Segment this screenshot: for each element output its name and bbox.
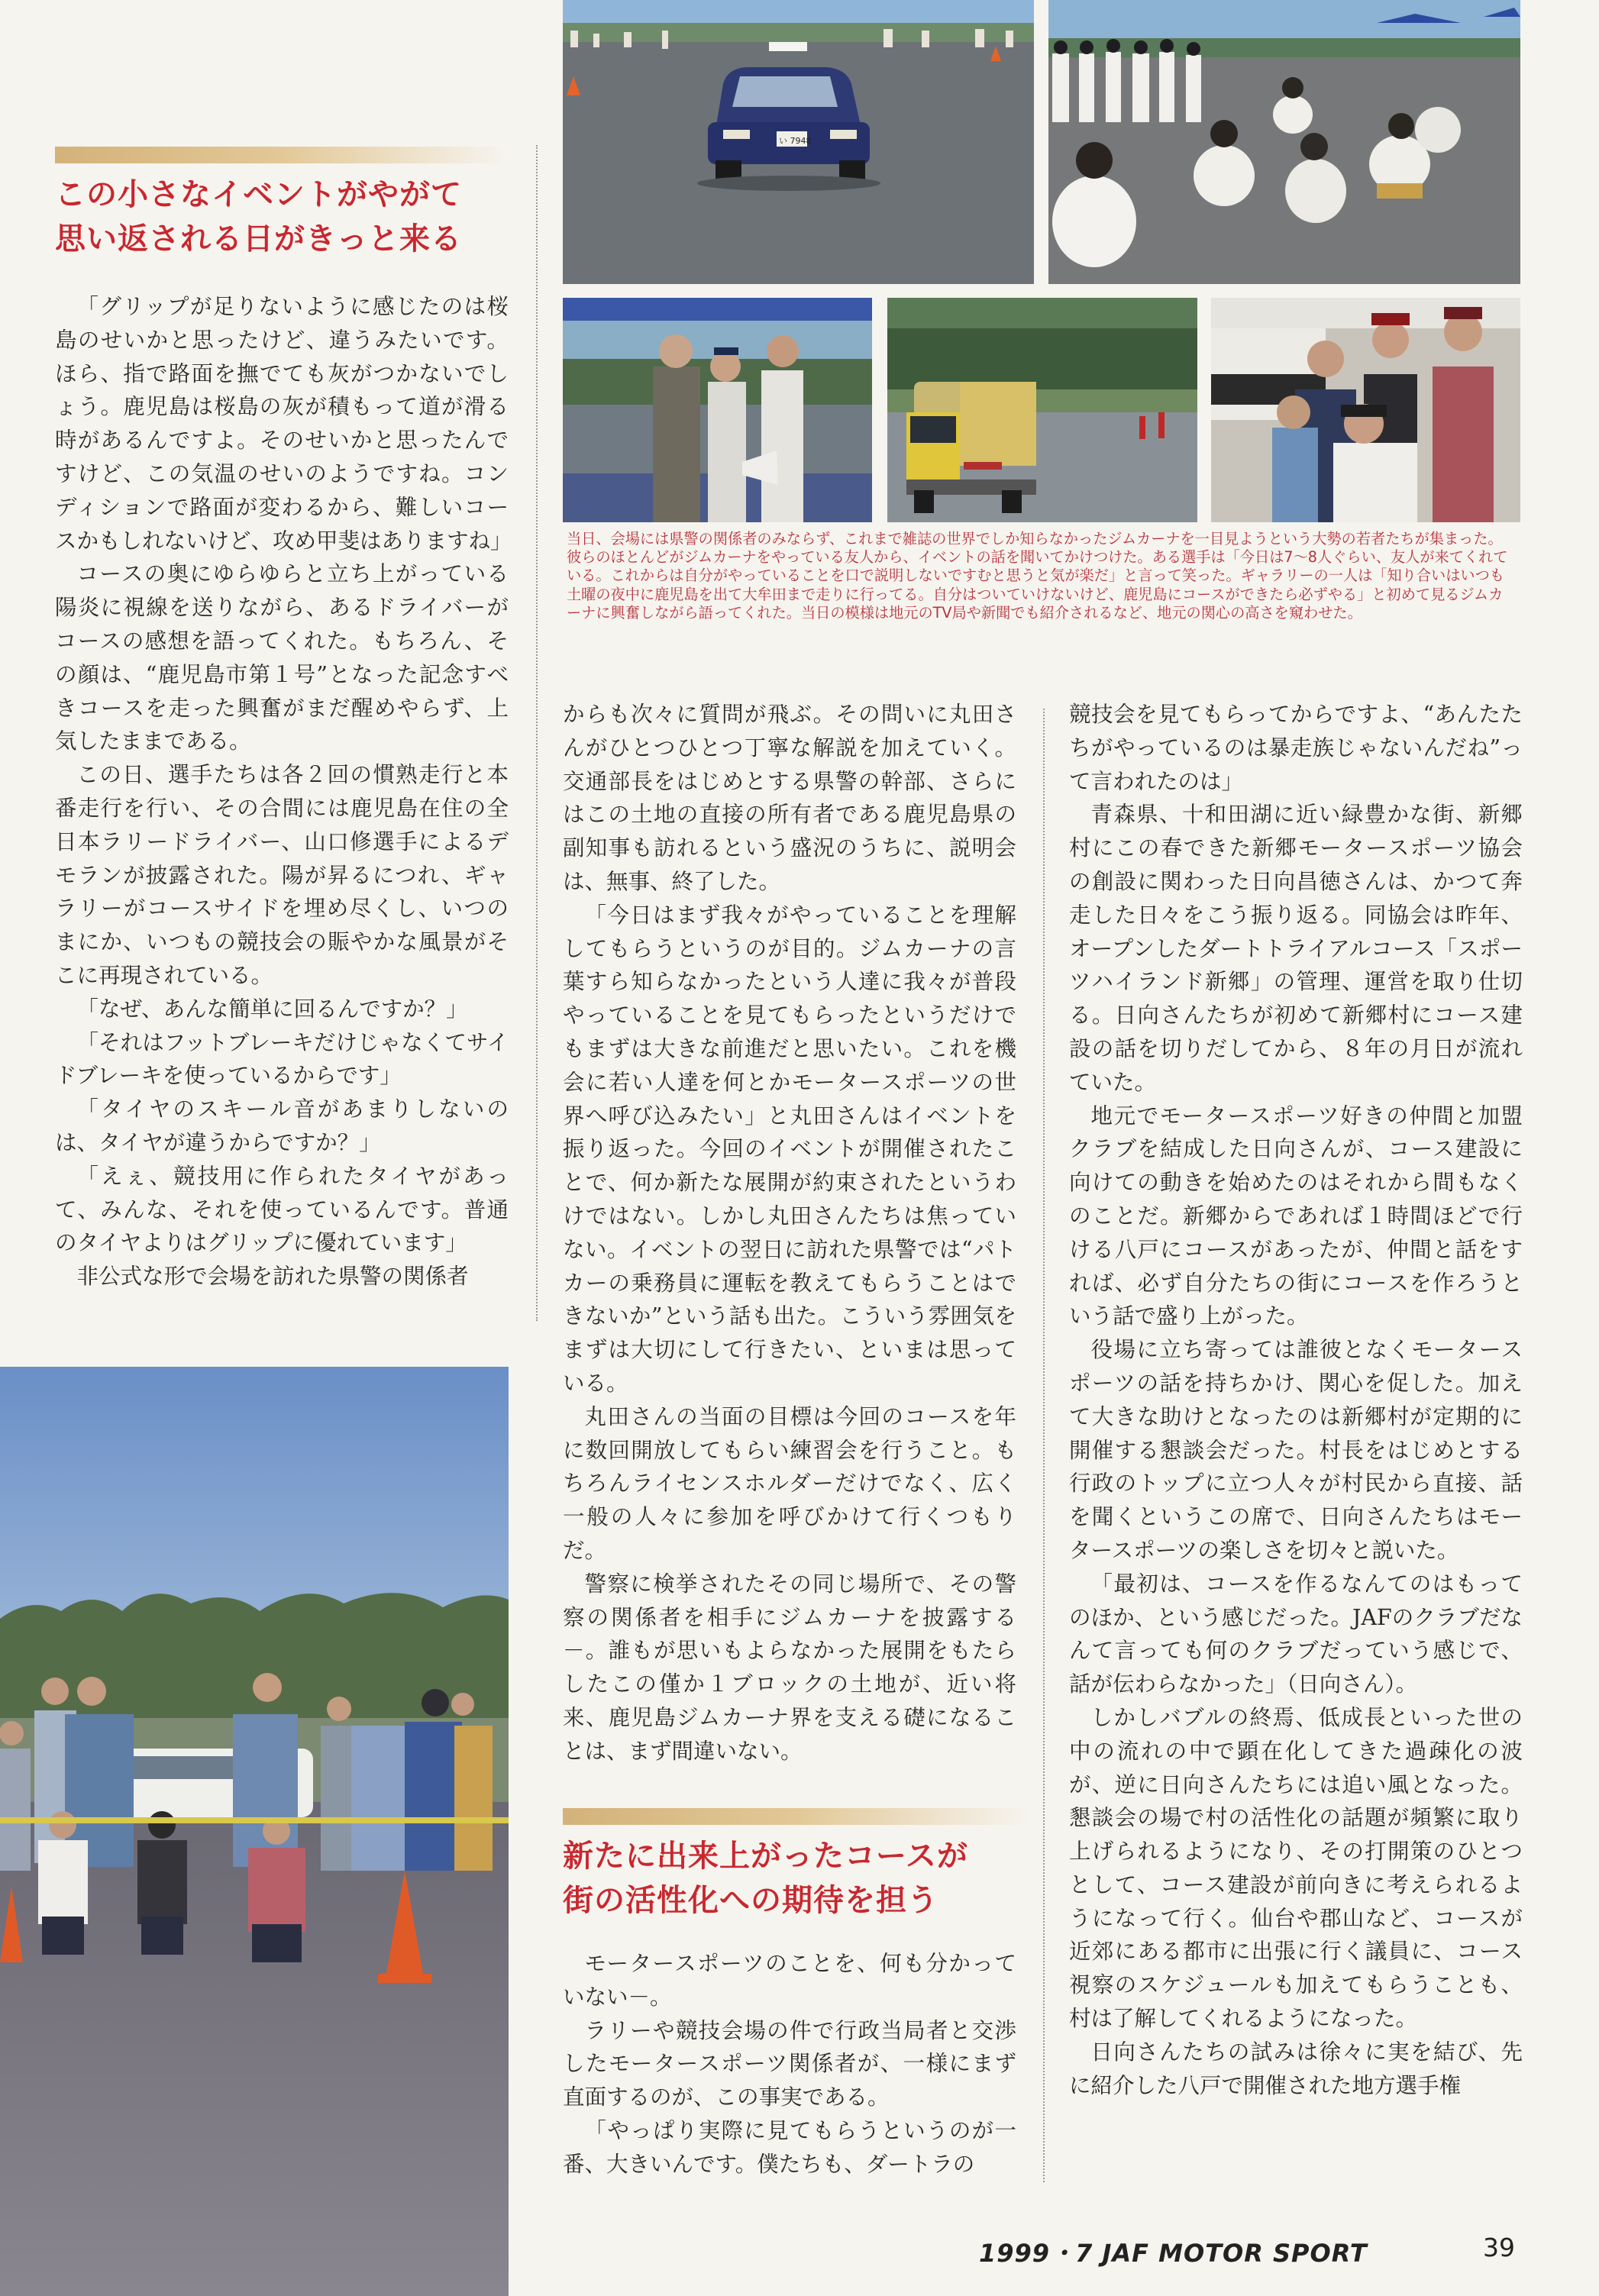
heading2-bar <box>563 1808 1029 1825</box>
col1-paragraph: 非公式な形で会場を訪れた県警の関係者 <box>76 1264 469 1290</box>
col3-paragraph: 役場に立ち寄っては誰彼となくモータースポーツの話を持ちかけ、関心を促した。加えて大きな助けとなったのは新郷村が定期的に開催する懇談会だった。村長をはじめとする行政のトップに立つ人々が村民から直接、話を聞くというこの席で、日向さんたちはモータースポーツの楽しさを切々と説いた。 <box>1069 1337 1523 1563</box>
photo-water-truck <box>887 298 1197 522</box>
column-divider-right <box>1043 709 1045 2182</box>
col3-paragraph: しかしバブルの終焉、低成長といった世の中の流れの中で顕在化してきた過疎化の波が、逆に日向さんたちには追い風となった。懇談会の場で村の活性化の話題が頻繁に取り上げられるようになり、その打開策のひとつとして、コース建設が前向きに考えられるようになって行く。仙台や郡山など、コースが近郊にある都市に出張に行く議員に、コース視察のスケジュールも加えてもらうことも、村は了解してくれるようになった。 <box>1069 1704 1523 2032</box>
col2-paragraph: 丸田さんの当面の目標は今回のコースを年に数回開放してもらい練習会を行うこと。もちろんライセンスホルダーだけでなく、広く一般の人々に参加を呼びかけて行くつもりだ。 <box>563 1403 1016 1563</box>
heading1-bar <box>55 147 506 163</box>
col3-paragraph: 青森県、十和田湖に近い緑豊かな街、新郷村にこの春できた新郷モータースポーツ協会の創設に関わった日向昌徳さんは、かつて奔走した日々をこう振り返る。同協会は昨年、オープンしたダートトライアルコース「スポーツハイランド新郷」の管理、運営を取り仕切る。日向さんたちが初めて新郷村にコース建設の話を切りだしてから、８年の月日が流れていた。 <box>1069 802 1523 1095</box>
col1-paragraph: 「それはフットブレーキだけじゃなくてサイドブレーキを使っているからです」 <box>55 1029 509 1089</box>
col2-paragraph: 「今日はまず我々がやっていることを理解してもらうというのが目的。ジムカーナの言葉すら知らなかったという人達に我々が普段やっていることを見てもらったというだけでもまずは大きな前進だと思いたい。これを機会に若い人達を何とかモータースポーツの世界へ呼び込みたい」と丸田さんはイベントを振り返った。今回のイベントが開催されたことで、何か新たな展開が約束されたというわけではない。しかし丸田さんたちは焦っていない。イベントの翌日に訪れた県警では“パトカーの乗務員に運転を教えてもらうことはできないか”という話も出た。こういう雰囲気をまずは大切にして行きたい、といまは思っている。 <box>563 902 1016 1396</box>
section-heading-1-line1: この小さなイベントがやがて <box>55 177 462 212</box>
column-3 <box>1069 698 1523 2102</box>
section-heading-1 <box>55 173 513 261</box>
photo-young-spectators <box>1211 298 1520 522</box>
col1-paragraph: 「なぜ、あんな簡単に回るんですか？」 <box>76 996 468 1022</box>
col3-paragraph: 「最初は、コースを作るなんてのはもってのほか、という感じだった。JAFのクラブだなんて言っても何のクラブだっていう感じで、話が伝わらなかった」（日向さん）。 <box>1069 1571 1523 1697</box>
magazine-footer: 1999・7 JAF MOTOR SPORT <box>979 2239 1368 2268</box>
col1-paragraph: 「えぇ、競技用に作られたタイヤがあって、みんな、それを使っているんです。普通のタイヤよりはグリップに優れています」 <box>55 1163 509 1256</box>
col3-paragraph: 競技会を見てもらってからですよ、“あんたたちがやっているのは暴走族じゃないんだね”って言われたのは」 <box>1069 702 1523 794</box>
section-heading-1-line2: 思い返される日がきっと来る <box>55 221 462 257</box>
column-1 <box>55 290 512 1293</box>
col2b-paragraph: モータースポーツのことを、何も分かっていない－。 <box>563 1951 1016 2010</box>
col2-paragraph: からも次々に質問が飛ぶ。その問いに丸田さんがひとつひとつ丁寧な解説を加えていく。交通部長をはじめとする県警の幹部、さらにはこの土地の直接の所有者である鹿児島県の副知事も訪れるという盛況のうちに、説明会は、無事、終了した。 <box>563 702 1016 894</box>
photo-group-at-tape <box>0 1367 509 2296</box>
photo-officials-megaphone <box>563 298 872 522</box>
car-plate-text: い 7948 <box>779 136 812 146</box>
section-heading-2-line1: 新たに出来上がったコースが <box>563 1839 968 1874</box>
photo-car-on-course <box>563 0 1034 284</box>
col3-paragraph: 日向さんたちの試みは徐々に実を結び、先に紹介した八戸で開催された地方選手権 <box>1069 2039 1523 2098</box>
section-heading-2-line2: 街の活性化への期待を担う <box>563 1883 938 1918</box>
col2-paragraph: 警察に検挙されたその同じ場所で、その警察の関係者を相手にジムカーナを披露する－。誰もが思いもよらなかった展開をもたらしたこの僅か１ブロックの土地が、近い将来、鹿児島ジムカーナ界を支える礎になることは、まず間違いない。 <box>563 1571 1016 1764</box>
col1-paragraph: コースの奥にゆらゆらと立ち上がっている陽炎に視線を送りながら、あるドライバーがコースの感想を語ってくれた。もちろん、その顔は、“鹿児島市第１号”となった記念すべきコースを走った興奮がまだ醒めやらず、上気したままである。 <box>55 561 509 754</box>
photo-caption: 当日、会場には県警の関係者のみならず、これまで雑誌の世界でしか知らなかったジムカーナを一目見ようという大勢の若者たちが集まった。彼らのほとんどがジムカーナをやっている友人から、イベントの話を聞いてかけつけた。ある選手は「今日は7～8人ぐらい、友人が来てくれている。これからは自分がやっていることを口で説明しないですむと思うと気が楽だ」と言って笑った。ギャラリーの一人は「知り合いはいつも土曜の夜中に鹿児島を出て大牟田まで走りに行ってる。自分はついていけないけど、鹿児島にコースができたら必ずやる」と初めて見るジムカーナに興奮しながら語ってくれた。当日の模様は地元のTV局や新聞でも紹介されるなど、地元の関心の高さを窺わせた。 <box>567 530 1508 622</box>
section-heading-2 <box>563 1834 1036 1923</box>
column-divider-left <box>536 145 538 1321</box>
col2b-paragraph: ラリーや競技会場の件で行政当局者と交渉したモータースポーツ関係者が、一様にまず直面するのが、この事実である。 <box>563 2017 1016 2110</box>
column-2-bottom <box>563 1947 1016 2181</box>
col1-paragraph: この日、選手たちは各２回の慣熟走行と本番走行を行い、その合間には鹿児島在住の全日本ラリードライバー、山口修選手によるデモランが披露された。陽が昇るにつれ、ギャラリーがコースサイドを埋め尽くし、いつのまにか、いつもの競技会の賑やかな風景がそこに再現されている。 <box>55 762 509 988</box>
column-2-top <box>563 698 1016 1768</box>
photo-drivers-briefing <box>1048 0 1520 284</box>
col1-paragraph: 「グリップが足りないように感じたのは桜島のせいかと思ったけど、違うみたいです。ほら、指で路面を撫でても灰がつかないでしょう。鹿児島は桜島の灰が積もって道が滑る時があるんですよ。そのせいかと思ったんですけど、この気温のせいのようですね。コンディションで路面が変わるから、難しいコースかもしれないけど、攻め甲斐はありますね」 <box>55 294 512 554</box>
col1-paragraph: 「タイヤのスキール音があまりしないのは、タイヤが違うからですか？」 <box>55 1096 509 1155</box>
page-number: 39 <box>1483 2233 1515 2262</box>
col3-paragraph: 地元でモータースポーツ好きの仲間と加盟クラブを結成した日向さんが、コース建設に向けての動きを始めたのはそれから間もなくのことだ。新郷からであれば１時間ほどで行ける八戸にコースがあったが、仲間と話をすれば、必ず自分たちの街にコースを作ろうという話で盛り上がった。 <box>1069 1103 1523 1329</box>
col2b-paragraph: 「やっぱり実際に見てもらうというのが一番、大きいんです。僕たちも、ダートラの <box>563 2117 1016 2177</box>
